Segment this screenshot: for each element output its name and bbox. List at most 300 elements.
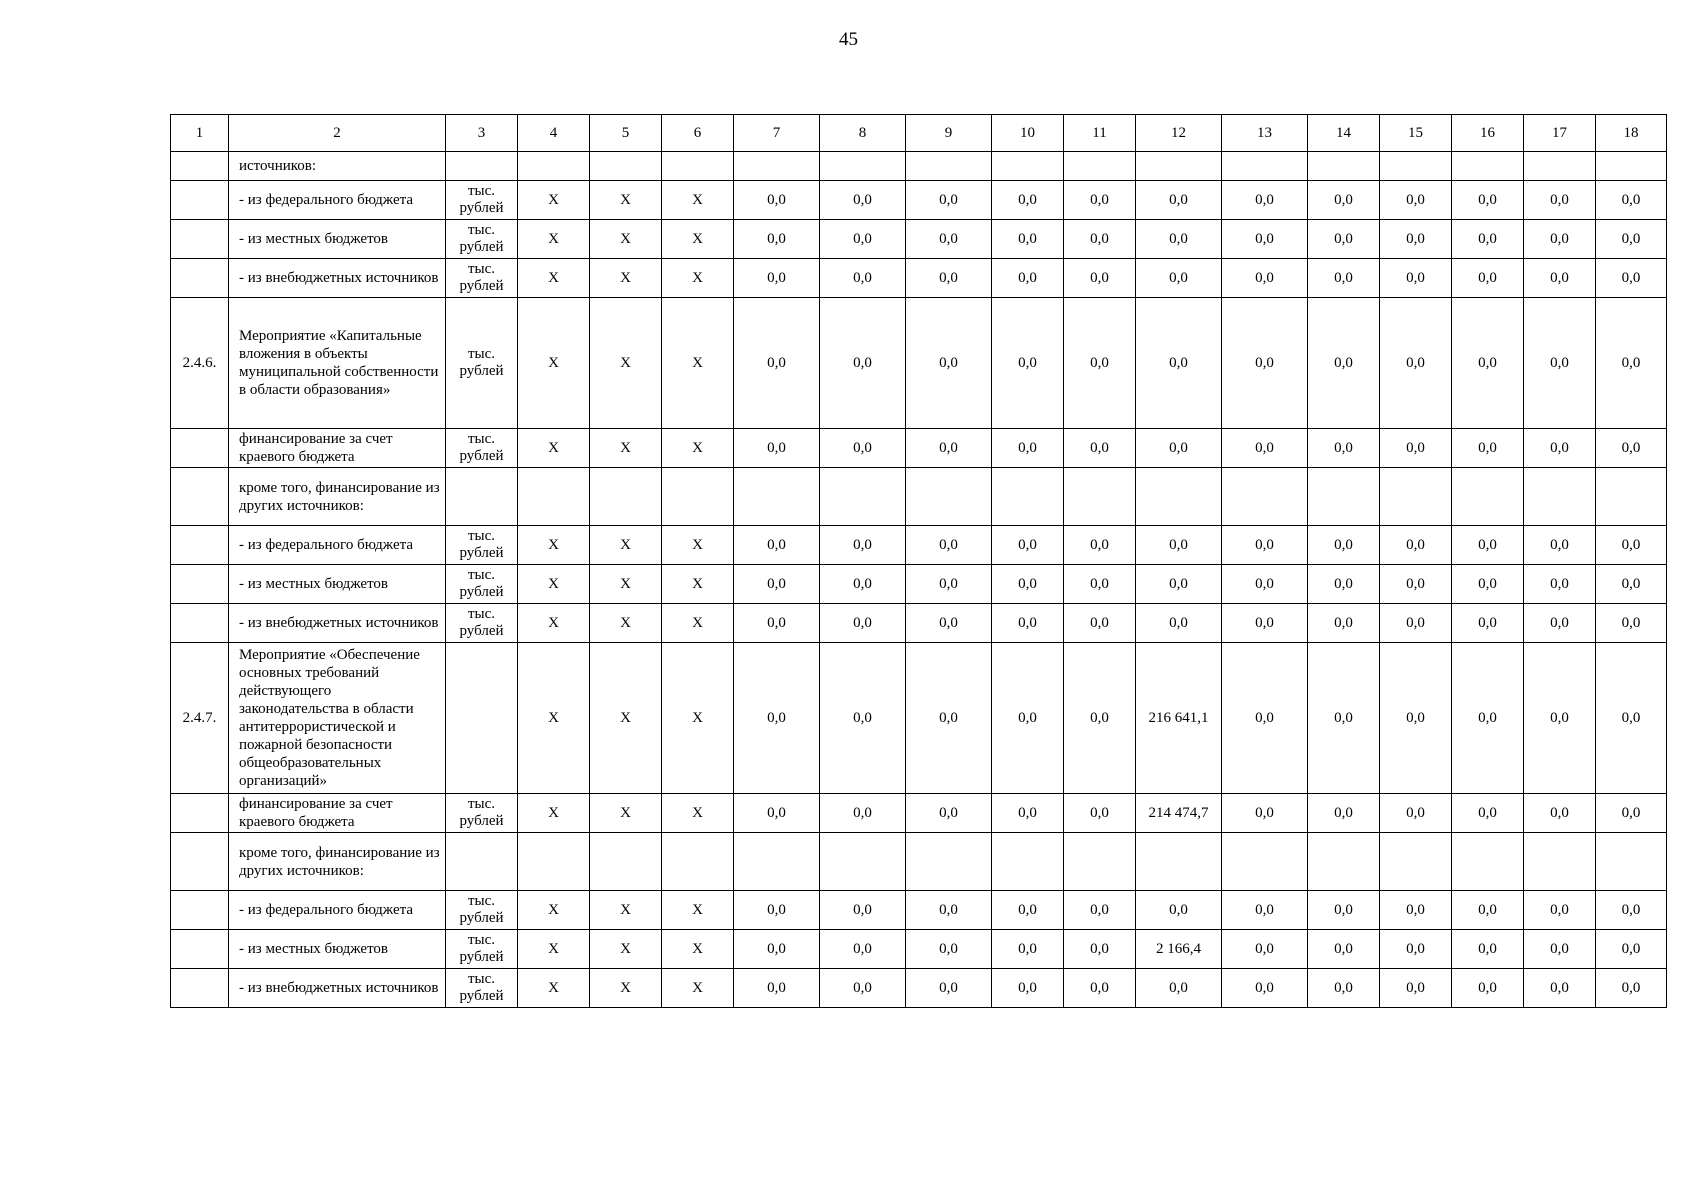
item-name-cell: финансирование за счет краевого бюджета	[229, 429, 446, 468]
mark-cell: X	[590, 259, 662, 298]
value-cell	[1064, 468, 1136, 526]
value-cell: 0,0	[820, 604, 906, 643]
value-cell: 0,0	[1452, 930, 1524, 969]
value-cell: 0,0	[1136, 891, 1222, 930]
value-cell: 0,0	[820, 969, 906, 1008]
mark-cell: X	[590, 969, 662, 1008]
value-cell	[1380, 833, 1452, 891]
mark-cell	[590, 152, 662, 181]
value-cell: 0,0	[820, 643, 906, 794]
value-cell: 0,0	[1064, 891, 1136, 930]
value-cell: 0,0	[1136, 604, 1222, 643]
unit-cell: тыс. рублей	[446, 298, 518, 429]
unit-cell	[446, 468, 518, 526]
mark-cell: X	[518, 891, 590, 930]
mark-cell: X	[518, 643, 590, 794]
value-cell: 0,0	[1064, 794, 1136, 833]
value-cell: 0,0	[820, 259, 906, 298]
item-name-cell: Мероприятие «Капитальные вложения в объекты муниципальной собственности в области образования»	[229, 298, 446, 429]
value-cell: 0,0	[1222, 604, 1308, 643]
item-number-cell	[171, 891, 229, 930]
value-cell: 0,0	[1308, 259, 1380, 298]
mark-cell: X	[662, 259, 734, 298]
value-cell: 0,0	[1380, 526, 1452, 565]
value-cell: 0,0	[1524, 298, 1596, 429]
value-cell: 0,0	[1308, 604, 1380, 643]
value-cell: 0,0	[1380, 298, 1452, 429]
unit-cell: тыс. рублей	[446, 565, 518, 604]
value-cell	[1380, 152, 1452, 181]
value-cell: 0,0	[1064, 643, 1136, 794]
value-cell: 0,0	[992, 891, 1064, 930]
value-cell: 0,0	[734, 643, 820, 794]
column-number: 17	[1524, 115, 1596, 152]
table-body	[171, 115, 1667, 1008]
value-cell	[1136, 833, 1222, 891]
value-cell: 0,0	[992, 930, 1064, 969]
value-cell: 0,0	[1308, 565, 1380, 604]
value-cell: 0,0	[992, 794, 1064, 833]
value-cell: 0,0	[906, 969, 992, 1008]
value-cell: 0,0	[1136, 526, 1222, 565]
value-cell: 0,0	[820, 526, 906, 565]
value-cell	[820, 468, 906, 526]
value-cell	[992, 152, 1064, 181]
mark-cell: X	[590, 930, 662, 969]
column-number: 14	[1308, 115, 1380, 152]
value-cell: 0,0	[1596, 220, 1667, 259]
item-number-cell	[171, 181, 229, 220]
item-name-cell: - из местных бюджетов	[229, 930, 446, 969]
value-cell: 0,0	[734, 565, 820, 604]
value-cell: 0,0	[1308, 181, 1380, 220]
mark-cell: X	[590, 604, 662, 643]
mark-cell: X	[662, 565, 734, 604]
value-cell: 0,0	[1524, 220, 1596, 259]
column-number: 7	[734, 115, 820, 152]
table-row	[171, 152, 1667, 181]
value-cell: 0,0	[992, 429, 1064, 468]
value-cell: 0,0	[1222, 930, 1308, 969]
item-number-cell	[171, 833, 229, 891]
value-cell: 0,0	[906, 794, 992, 833]
value-cell: 0,0	[1308, 930, 1380, 969]
mark-cell: X	[662, 643, 734, 794]
value-cell: 0,0	[820, 298, 906, 429]
value-cell	[1596, 468, 1667, 526]
item-name-cell: - из федерального бюджета	[229, 526, 446, 565]
value-cell: 216 641,1	[1136, 643, 1222, 794]
table-row	[171, 930, 1667, 969]
value-cell: 0,0	[992, 604, 1064, 643]
value-cell: 0,0	[734, 220, 820, 259]
value-cell	[906, 833, 992, 891]
value-cell: 0,0	[1308, 429, 1380, 468]
value-cell	[1136, 468, 1222, 526]
value-cell: 0,0	[734, 891, 820, 930]
value-cell: 0,0	[1136, 181, 1222, 220]
item-number-cell	[171, 152, 229, 181]
value-cell: 0,0	[1596, 604, 1667, 643]
value-cell: 0,0	[1222, 565, 1308, 604]
value-cell: 0,0	[1308, 969, 1380, 1008]
mark-cell: X	[662, 220, 734, 259]
value-cell: 0,0	[1452, 429, 1524, 468]
value-cell: 0,0	[1452, 794, 1524, 833]
mark-cell	[518, 833, 590, 891]
value-cell	[1596, 833, 1667, 891]
value-cell: 0,0	[1596, 565, 1667, 604]
table-row	[171, 565, 1667, 604]
value-cell: 2 166,4	[1136, 930, 1222, 969]
column-number-row	[171, 115, 1667, 152]
value-cell: 0,0	[1596, 298, 1667, 429]
value-cell: 0,0	[1452, 181, 1524, 220]
table-row	[171, 969, 1667, 1008]
mark-cell	[662, 152, 734, 181]
value-cell: 0,0	[1380, 259, 1452, 298]
value-cell: 0,0	[906, 220, 992, 259]
mark-cell: X	[590, 429, 662, 468]
value-cell: 0,0	[1222, 526, 1308, 565]
value-cell: 0,0	[1380, 643, 1452, 794]
table-row	[171, 526, 1667, 565]
table-row	[171, 181, 1667, 220]
value-cell: 0,0	[1452, 604, 1524, 643]
item-name-cell: финансирование за счет краевого бюджета	[229, 794, 446, 833]
value-cell: 0,0	[1452, 259, 1524, 298]
unit-cell: тыс. рублей	[446, 220, 518, 259]
value-cell: 214 474,7	[1136, 794, 1222, 833]
unit-cell: тыс. рублей	[446, 259, 518, 298]
value-cell: 0,0	[1596, 181, 1667, 220]
unit-cell	[446, 152, 518, 181]
value-cell: 0,0	[906, 891, 992, 930]
mark-cell: X	[590, 298, 662, 429]
value-cell	[1064, 833, 1136, 891]
value-cell: 0,0	[1064, 259, 1136, 298]
item-name-cell: - из местных бюджетов	[229, 220, 446, 259]
mark-cell: X	[590, 181, 662, 220]
value-cell: 0,0	[734, 259, 820, 298]
column-number: 10	[992, 115, 1064, 152]
value-cell: 0,0	[820, 181, 906, 220]
value-cell: 0,0	[734, 429, 820, 468]
value-cell	[1524, 833, 1596, 891]
unit-cell: тыс. рублей	[446, 930, 518, 969]
column-number: 3	[446, 115, 518, 152]
value-cell: 0,0	[1524, 429, 1596, 468]
value-cell: 0,0	[1596, 891, 1667, 930]
value-cell: 0,0	[734, 181, 820, 220]
unit-cell	[446, 833, 518, 891]
mark-cell	[662, 468, 734, 526]
column-number: 4	[518, 115, 590, 152]
value-cell: 0,0	[1064, 429, 1136, 468]
value-cell: 0,0	[1380, 891, 1452, 930]
item-number-cell: 2.4.6.	[171, 298, 229, 429]
mark-cell: X	[518, 526, 590, 565]
value-cell: 0,0	[992, 181, 1064, 220]
item-name-cell: кроме того, финансирование из других источников:	[229, 468, 446, 526]
value-cell	[734, 152, 820, 181]
column-number: 5	[590, 115, 662, 152]
value-cell: 0,0	[1222, 298, 1308, 429]
value-cell: 0,0	[906, 429, 992, 468]
mark-cell: X	[590, 794, 662, 833]
value-cell: 0,0	[820, 794, 906, 833]
item-number-cell	[171, 794, 229, 833]
value-cell: 0,0	[1222, 259, 1308, 298]
table-row	[171, 429, 1667, 468]
table-row	[171, 220, 1667, 259]
value-cell	[1222, 468, 1308, 526]
item-name-cell: кроме того, финансирование из других источников:	[229, 833, 446, 891]
table-row	[171, 259, 1667, 298]
value-cell: 0,0	[1064, 565, 1136, 604]
unit-cell: тыс. рублей	[446, 181, 518, 220]
value-cell: 0,0	[1222, 643, 1308, 794]
value-cell	[1308, 152, 1380, 181]
value-cell: 0,0	[992, 220, 1064, 259]
value-cell: 0,0	[906, 181, 992, 220]
mark-cell: X	[518, 259, 590, 298]
mark-cell	[662, 833, 734, 891]
value-cell: 0,0	[1380, 220, 1452, 259]
value-cell: 0,0	[1524, 794, 1596, 833]
value-cell: 0,0	[1524, 565, 1596, 604]
value-cell: 0,0	[1380, 604, 1452, 643]
unit-cell: тыс. рублей	[446, 794, 518, 833]
value-cell	[992, 468, 1064, 526]
value-cell: 0,0	[734, 298, 820, 429]
value-cell: 0,0	[1596, 526, 1667, 565]
mark-cell	[590, 468, 662, 526]
column-number: 6	[662, 115, 734, 152]
column-number: 12	[1136, 115, 1222, 152]
value-cell: 0,0	[734, 930, 820, 969]
value-cell: 0,0	[1452, 643, 1524, 794]
mark-cell: X	[662, 429, 734, 468]
value-cell: 0,0	[1222, 969, 1308, 1008]
value-cell: 0,0	[1222, 429, 1308, 468]
unit-cell	[446, 643, 518, 794]
value-cell: 0,0	[906, 643, 992, 794]
column-number: 15	[1380, 115, 1452, 152]
value-cell: 0,0	[992, 969, 1064, 1008]
value-cell: 0,0	[1380, 429, 1452, 468]
value-cell	[1524, 152, 1596, 181]
mark-cell: X	[518, 181, 590, 220]
table-row	[171, 604, 1667, 643]
value-cell: 0,0	[1380, 181, 1452, 220]
value-cell: 0,0	[1136, 429, 1222, 468]
value-cell: 0,0	[906, 259, 992, 298]
value-cell: 0,0	[1064, 604, 1136, 643]
mark-cell: X	[590, 643, 662, 794]
unit-cell: тыс. рублей	[446, 429, 518, 468]
mark-cell: X	[518, 429, 590, 468]
value-cell: 0,0	[820, 930, 906, 969]
mark-cell: X	[662, 930, 734, 969]
value-cell: 0,0	[906, 526, 992, 565]
column-number: 11	[1064, 115, 1136, 152]
value-cell	[1452, 152, 1524, 181]
value-cell	[1064, 152, 1136, 181]
mark-cell: X	[590, 891, 662, 930]
value-cell	[1308, 833, 1380, 891]
value-cell: 0,0	[1596, 643, 1667, 794]
item-name-cell: - из внебюджетных источников	[229, 259, 446, 298]
budget-table	[170, 114, 1667, 1008]
value-cell	[992, 833, 1064, 891]
value-cell: 0,0	[1308, 794, 1380, 833]
value-cell: 0,0	[1380, 794, 1452, 833]
value-cell: 0,0	[1064, 969, 1136, 1008]
value-cell: 0,0	[1452, 565, 1524, 604]
value-cell: 0,0	[906, 298, 992, 429]
value-cell: 0,0	[820, 891, 906, 930]
value-cell: 0,0	[992, 259, 1064, 298]
item-name-cell: - из федерального бюджета	[229, 891, 446, 930]
mark-cell: X	[590, 526, 662, 565]
unit-cell: тыс. рублей	[446, 604, 518, 643]
item-name-cell: - из внебюджетных источников	[229, 604, 446, 643]
value-cell: 0,0	[734, 526, 820, 565]
value-cell: 0,0	[1380, 565, 1452, 604]
value-cell: 0,0	[734, 604, 820, 643]
value-cell	[1452, 833, 1524, 891]
value-cell	[906, 468, 992, 526]
value-cell: 0,0	[1524, 259, 1596, 298]
value-cell: 0,0	[1222, 181, 1308, 220]
value-cell	[1308, 468, 1380, 526]
table-row	[171, 833, 1667, 891]
value-cell: 0,0	[992, 298, 1064, 429]
column-number: 2	[229, 115, 446, 152]
mark-cell	[590, 833, 662, 891]
value-cell: 0,0	[1524, 181, 1596, 220]
mark-cell: X	[662, 969, 734, 1008]
mark-cell: X	[662, 181, 734, 220]
value-cell: 0,0	[1380, 969, 1452, 1008]
column-number: 8	[820, 115, 906, 152]
unit-cell: тыс. рублей	[446, 969, 518, 1008]
value-cell: 0,0	[1136, 969, 1222, 1008]
item-number-cell	[171, 429, 229, 468]
value-cell	[1524, 468, 1596, 526]
value-cell: 0,0	[1136, 259, 1222, 298]
value-cell: 0,0	[906, 930, 992, 969]
mark-cell	[518, 152, 590, 181]
value-cell: 0,0	[1308, 891, 1380, 930]
value-cell: 0,0	[1524, 604, 1596, 643]
column-number: 18	[1596, 115, 1667, 152]
unit-cell: тыс. рублей	[446, 526, 518, 565]
value-cell: 0,0	[1064, 181, 1136, 220]
value-cell: 0,0	[820, 565, 906, 604]
table-row	[171, 468, 1667, 526]
mark-cell: X	[662, 604, 734, 643]
value-cell	[1596, 152, 1667, 181]
value-cell: 0,0	[1524, 891, 1596, 930]
item-number-cell: 2.4.7.	[171, 643, 229, 794]
value-cell: 0,0	[1308, 220, 1380, 259]
item-name-cell: источников:	[229, 152, 446, 181]
item-number-cell	[171, 220, 229, 259]
value-cell: 0,0	[1064, 930, 1136, 969]
value-cell	[1380, 468, 1452, 526]
mark-cell: X	[590, 220, 662, 259]
value-cell: 0,0	[1308, 526, 1380, 565]
value-cell	[1452, 468, 1524, 526]
value-cell: 0,0	[1596, 259, 1667, 298]
value-cell: 0,0	[1136, 298, 1222, 429]
item-number-cell	[171, 969, 229, 1008]
value-cell: 0,0	[1596, 930, 1667, 969]
value-cell	[820, 833, 906, 891]
column-number: 1	[171, 115, 229, 152]
mark-cell: X	[662, 891, 734, 930]
value-cell: 0,0	[1136, 565, 1222, 604]
table-row	[171, 891, 1667, 930]
unit-cell: тыс. рублей	[446, 891, 518, 930]
mark-cell	[518, 468, 590, 526]
value-cell: 0,0	[1452, 220, 1524, 259]
value-cell: 0,0	[1308, 643, 1380, 794]
value-cell: 0,0	[1222, 794, 1308, 833]
item-number-cell	[171, 526, 229, 565]
value-cell	[1222, 152, 1308, 181]
value-cell: 0,0	[1524, 969, 1596, 1008]
mark-cell: X	[662, 794, 734, 833]
value-cell: 0,0	[1222, 220, 1308, 259]
value-cell: 0,0	[1308, 298, 1380, 429]
mark-cell: X	[518, 930, 590, 969]
item-name-cell: - из местных бюджетов	[229, 565, 446, 604]
value-cell: 0,0	[992, 526, 1064, 565]
value-cell: 0,0	[1064, 526, 1136, 565]
value-cell	[1136, 152, 1222, 181]
value-cell: 0,0	[1452, 969, 1524, 1008]
mark-cell: X	[662, 298, 734, 429]
item-name-cell: - из федерального бюджета	[229, 181, 446, 220]
value-cell: 0,0	[1064, 298, 1136, 429]
value-cell: 0,0	[1452, 298, 1524, 429]
column-number: 9	[906, 115, 992, 152]
value-cell: 0,0	[1064, 220, 1136, 259]
value-cell: 0,0	[1596, 794, 1667, 833]
item-number-cell	[171, 604, 229, 643]
mark-cell: X	[518, 969, 590, 1008]
value-cell	[734, 468, 820, 526]
value-cell: 0,0	[734, 794, 820, 833]
mark-cell: X	[662, 526, 734, 565]
table-row	[171, 298, 1667, 429]
value-cell: 0,0	[734, 969, 820, 1008]
value-cell	[734, 833, 820, 891]
value-cell: 0,0	[1596, 429, 1667, 468]
value-cell: 0,0	[1380, 930, 1452, 969]
item-number-cell	[171, 259, 229, 298]
mark-cell: X	[590, 565, 662, 604]
item-name-cell: - из внебюджетных источников	[229, 969, 446, 1008]
value-cell: 0,0	[1452, 891, 1524, 930]
value-cell	[820, 152, 906, 181]
value-cell: 0,0	[906, 565, 992, 604]
page-number: 45	[839, 29, 858, 50]
value-cell: 0,0	[1452, 526, 1524, 565]
